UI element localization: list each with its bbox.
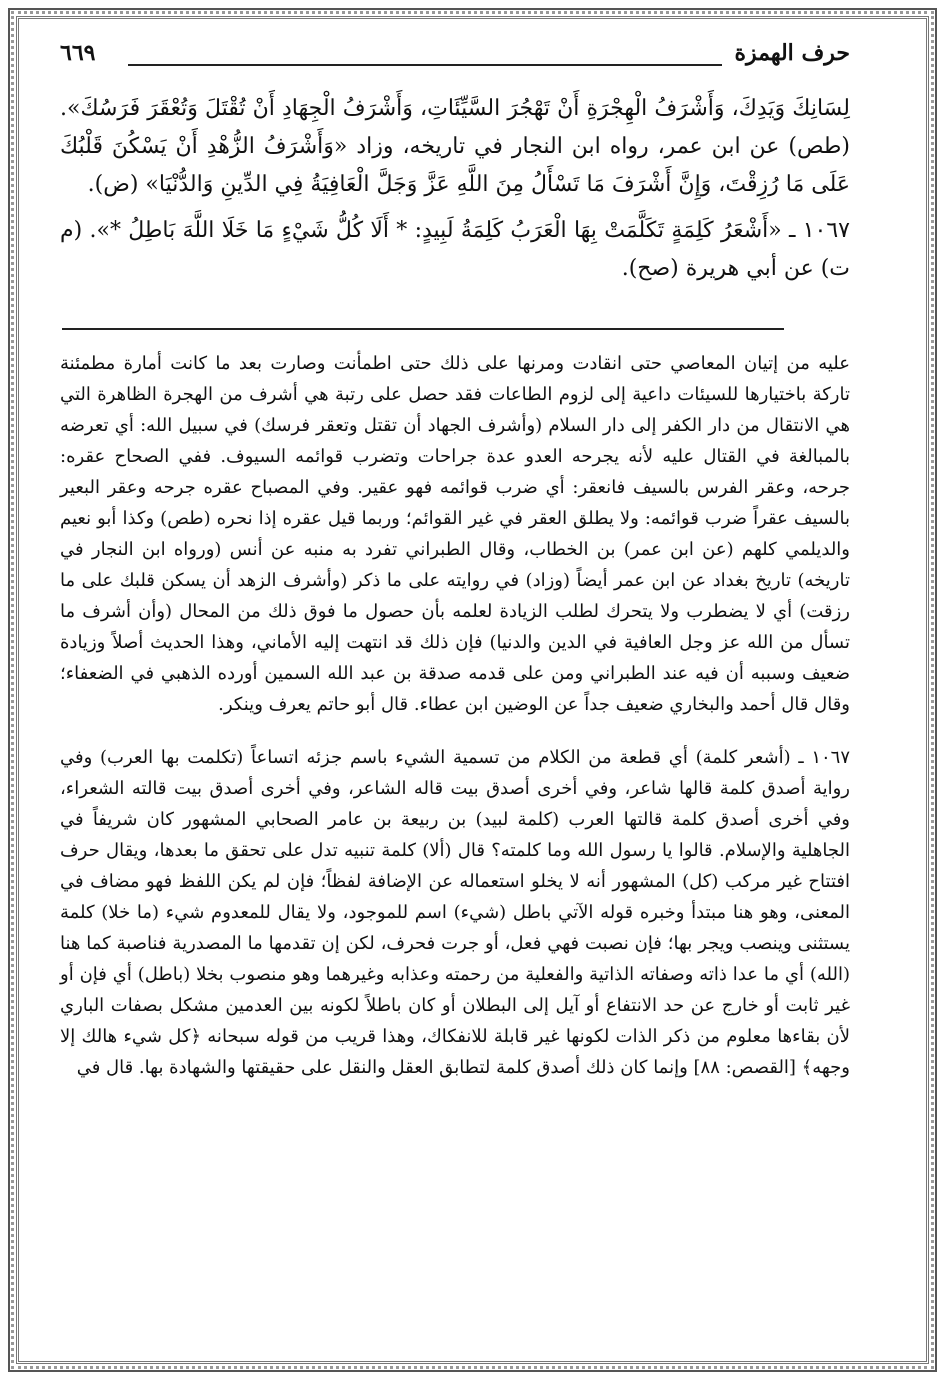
page-number: ٦٦٩: [60, 40, 96, 66]
hadith-paragraph: ١٠٦٧ ـ «أَشْعَرُ كَلِمَةٍ تَكَلَّمَتْ بِهَا الْعَرَبُ كَلِمَةُ لَبِيدٍ: * أَلَا كُلُّ شَيْءٍ مَا خَلَا اللَّهَ بَاطِلُ *». (م ت) عن أبي هريرة (صح).: [60, 218, 850, 281]
commentary-paragraph: ١٠٦٧ ـ (أشعر كلمة) أي قطعة من الكلام من تسمية الشيء باسم جزئه اتساعاً (تكلمت بها العرب) وفي رواية أصدق كلمة قالها شاعر، وفي أخرى أصدق بيت قاله الشاعر، وفي أخرى أصدق بيت قالته الشعراء، وفي أخرى أصدق كلمة قالتها العرب (كلمة لبيد) بن ربيعة بن عامر الصحابي المشهور كان شريفاً في الجاهلية والإسلام. قالوا يا رسول الله وما كلمته؟ قال (ألا) كلمة تنبيه تدل على تحقق ما بعدها، ويقال حرف افتتاح غير مركب (كل) المشهور أنه لا يخلو استعماله عن الإضافة لفظاً؛ فإن لم يكن اللفظ فهو مضاف في المعنى، وهو هنا مبتدأ وخبره قوله الآتي باطل (شيء) اسم للموجود، ولا يقال للمعدوم شيء (ما خلا) كلمة يستثنى وينصب ويجر بها؛ فإن نصبت فهي فعل، أو جرت فحرف، لكن إن تقدمها ما المصدرية فناصبة كما هنا (الله) أي ما عدا ذاته وصفاته الذاتية والفعلية من رحمته وعذابه وغيرهما وهو منصوب بخلا (باطل) أي فإن أو غير ثابت أو خارج عن حد الانتفاع أو آيل إلى البطلان أو كان باطلاً لكونه بين العدمين مشكل بصفات الباري لأن بقاءها معلوم من ذكر الذات لكونها غير قابلة للانفكاك، وهذا قريب من قوله سبحانه ﴿كل شيء هالك إلا وجهه﴾ [القصص: ٨٨] وإنما كان ذلك أصدق كلمة لتطابق العقل والنقل على حقيقتها والشهادة بها. قال في: [60, 747, 851, 1078]
header-rule: [128, 64, 722, 66]
chapter-title: حرف الهمزة: [734, 40, 850, 66]
footnote-divider: [62, 328, 784, 330]
commentary-paragraph: عليه من إتيان المعاصي حتى انقادت ومرنها على ذلك حتى اطمأنت وصارت بعد ما كانت أمارة مطمئنة تاركة باختيارها للسيئات داعية إلى لزوم الطاعات فقد حصل على رتبة هي أشرف من الهجرة الظاهرة التي هي الانتقال من دار الكفر إلى دار السلام (وأشرف الجهاد أن تقتل وتعقر فرسك) في سبيل الله: أي تعرضه بالمبالغة في القتال عليه لأنه يجرحه العدو عدة جراحات وتضرب قوائمه السيوف. ففي الصحاح عقره: جرحه، وعقر الفرس بالسيف فانعقر: أي ضرب قوائمه فهو عقير. وفي المصباح عقره جرحه وعقر البعير بالسيف عقراً ضرب قوائمه: ولا يطلق العقر في غير القوائم؛ وربما قيل عقره إذا نحره (طص) وكذا أبو نعيم والديلمي كلهم (عن ابن عمر) بن الخطاب، وقال الطبراني تفرد به منبه عن أنس (ورواه ابن النجار في تاريخه) تاريخ بغداد عن ابن عمر أيضاً (وزاد) في روايته على ما ذكر (وأشرف الزهد أن يسكن قلبك على ما رزقت) أي لا يضطرب ولا يتحرك لطلب الزيادة لعلمه بأن حصول ما فوق ذلك من المحال (وأن أشرف ما تسأل من الله عز وجل العافية في الدين والدنيا) فإن ذلك قد انتهت إليه الأماني، وهذا الحديث أصلاً وزيادة ضعيف وسببه أن فيه عند الطبراني ومن على قدمه صدقة بن عبد الله السمين أورده الذهبي في الضعفاء؛ وقال قال أحمد والبخاري ضعيف جداً عن الوضين ابن عطاء. قال أبو حاتم يعرف وينكر.: [60, 353, 851, 715]
hadith-text: [60, 90, 850, 288]
hadith-paragraph: لِسَانِكَ وَيَدِكَ، وَأَشْرَفُ الْهِجْرَةِ أَنْ تَهْجُرَ السَّيِّئَاتِ، وَأَشْرَفُ الْجِهَادِ أَنْ تُقْتَلَ وَتُعْقَرَ فَرَسُكَ». (طص) عن ابن عمر، رواه ابن النجار في تاريخه، وزاد «وَأَشْرَفُ الزُّهْدِ أَنْ يَسْكُنَ قَلْبُكَ عَلَى مَا رُزِقْتَ، وَإِنَّ أَشْرَفَ مَا تَسْأَلُ مِنَ اللَّهِ عَزَّ وَجَلَّ الْعَافِيَةُ فِي الدِّينِ وَالدُّنْيَا» (ض).: [60, 96, 850, 197]
commentary-text: [60, 348, 850, 1083]
running-header: [60, 38, 850, 72]
book-page: [60, 38, 850, 1358]
